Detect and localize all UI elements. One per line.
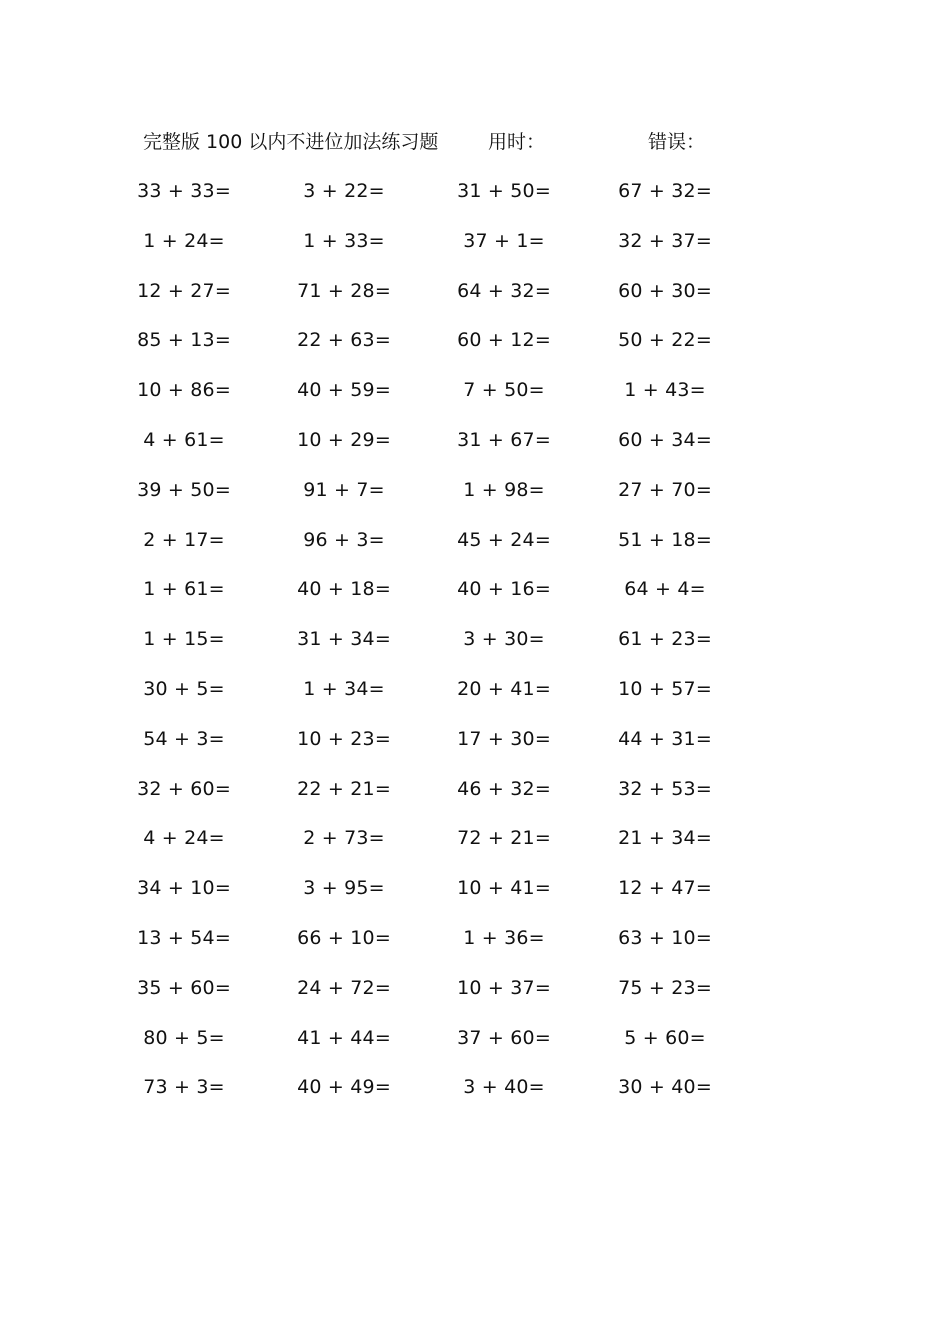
addition-problem: 96 + 3= [303, 528, 385, 551]
addition-problem: 66 + 10= [297, 926, 391, 949]
addition-problem: 32 + 37= [618, 229, 712, 252]
addition-problem: 10 + 57= [618, 677, 712, 700]
addition-problem: 2 + 73= [303, 827, 385, 850]
addition-problem: 32 + 53= [618, 777, 712, 800]
addition-problem: 67 + 32= [618, 180, 712, 202]
problem-row [0, 922, 950, 972]
addition-problem: 32 + 60= [137, 777, 231, 800]
problem-row [0, 424, 950, 474]
addition-problem: 1 + 43= [624, 379, 706, 402]
addition-problem: 31 + 67= [457, 428, 551, 451]
problem-row [0, 1022, 950, 1072]
addition-problem: 24 + 72= [297, 976, 391, 999]
addition-problem: 37 + 60= [457, 1026, 551, 1049]
addition-problem: 63 + 10= [618, 926, 712, 949]
addition-problem: 3 + 30= [463, 628, 545, 651]
addition-problem: 22 + 63= [297, 329, 391, 352]
addition-problem: 33 + 33= [137, 180, 231, 202]
addition-problem: 10 + 29= [297, 428, 391, 451]
addition-problem: 44 + 31= [618, 727, 712, 750]
addition-problem: 7 + 50= [463, 379, 545, 402]
addition-problem: 12 + 27= [137, 279, 231, 302]
addition-problem: 30 + 5= [143, 677, 225, 700]
problem-row [0, 773, 950, 823]
addition-problem: 1 + 61= [143, 578, 225, 601]
addition-problem: 22 + 21= [297, 777, 391, 800]
addition-problem: 3 + 40= [463, 1076, 545, 1099]
addition-problem: 46 + 32= [457, 777, 551, 800]
addition-problem: 1 + 34= [303, 677, 385, 700]
problem-row [0, 474, 950, 524]
addition-problem: 5 + 60= [624, 1026, 706, 1049]
addition-problem: 1 + 33= [303, 229, 385, 252]
worksheet-header [143, 128, 743, 156]
addition-problem: 40 + 16= [457, 578, 551, 601]
addition-problem: 39 + 50= [137, 478, 231, 501]
addition-problem: 41 + 44= [297, 1026, 391, 1049]
problem-row [0, 1071, 950, 1121]
addition-problem: 64 + 32= [457, 279, 551, 302]
addition-problem: 31 + 50= [457, 180, 551, 202]
problem-row [0, 225, 950, 275]
addition-problem: 1 + 98= [463, 478, 545, 501]
addition-problem: 35 + 60= [137, 976, 231, 999]
addition-problem: 10 + 41= [457, 877, 551, 900]
addition-problem: 34 + 10= [137, 877, 231, 900]
addition-problem: 10 + 23= [297, 727, 391, 750]
addition-problem: 72 + 21= [457, 827, 551, 850]
addition-problem: 27 + 70= [618, 478, 712, 501]
problem-row [0, 723, 950, 773]
problem-row [0, 324, 950, 374]
addition-problem: 1 + 15= [143, 628, 225, 651]
problem-row [0, 872, 950, 922]
addition-problem: 50 + 22= [618, 329, 712, 352]
addition-problem: 61 + 23= [618, 628, 712, 651]
problem-row [0, 972, 950, 1022]
problem-row [0, 673, 950, 723]
problem-row [0, 275, 950, 325]
addition-problem: 37 + 1= [463, 229, 545, 252]
addition-problem: 40 + 18= [297, 578, 391, 601]
worksheet-title: 完整版 100 以内不进位加法练习题 [143, 131, 439, 153]
addition-problem: 45 + 24= [457, 528, 551, 551]
problem-row [0, 524, 950, 574]
addition-problem: 30 + 40= [618, 1076, 712, 1099]
addition-problem: 10 + 86= [137, 379, 231, 402]
addition-problem: 71 + 28= [297, 279, 391, 302]
addition-problem: 75 + 23= [618, 976, 712, 999]
addition-problem: 17 + 30= [457, 727, 551, 750]
addition-problem: 4 + 61= [143, 428, 225, 451]
problem-row [0, 374, 950, 424]
addition-problem: 31 + 34= [297, 628, 391, 651]
addition-problem: 12 + 47= [618, 877, 712, 900]
addition-problem: 40 + 59= [297, 379, 391, 402]
addition-problem: 60 + 34= [618, 428, 712, 451]
addition-problem: 3 + 22= [303, 180, 385, 202]
addition-problem: 60 + 30= [618, 279, 712, 302]
addition-problem: 51 + 18= [618, 528, 712, 551]
addition-problem: 60 + 12= [457, 329, 551, 352]
problem-grid [0, 175, 950, 1121]
addition-problem: 73 + 3= [143, 1076, 225, 1099]
addition-problem: 91 + 7= [303, 478, 385, 501]
addition-problem: 54 + 3= [143, 727, 225, 750]
error-count-label: 错误： [648, 131, 706, 153]
addition-problem: 20 + 41= [457, 677, 551, 700]
addition-problem: 2 + 17= [143, 528, 225, 551]
addition-problem: 40 + 49= [297, 1076, 391, 1099]
problem-row [0, 623, 950, 673]
addition-problem: 80 + 5= [143, 1026, 225, 1049]
problem-row [0, 822, 950, 872]
addition-problem: 10 + 37= [457, 976, 551, 999]
problem-row [0, 573, 950, 623]
addition-problem: 85 + 13= [137, 329, 231, 352]
addition-problem: 1 + 36= [463, 926, 545, 949]
addition-problem: 21 + 34= [618, 827, 712, 850]
addition-problem: 3 + 95= [303, 877, 385, 900]
addition-problem: 4 + 24= [143, 827, 225, 850]
addition-problem: 64 + 4= [624, 578, 706, 601]
time-used-label: 用时： [488, 131, 546, 153]
addition-problem: 1 + 24= [143, 229, 225, 252]
addition-problem: 13 + 54= [137, 926, 231, 949]
problem-row [0, 175, 950, 225]
